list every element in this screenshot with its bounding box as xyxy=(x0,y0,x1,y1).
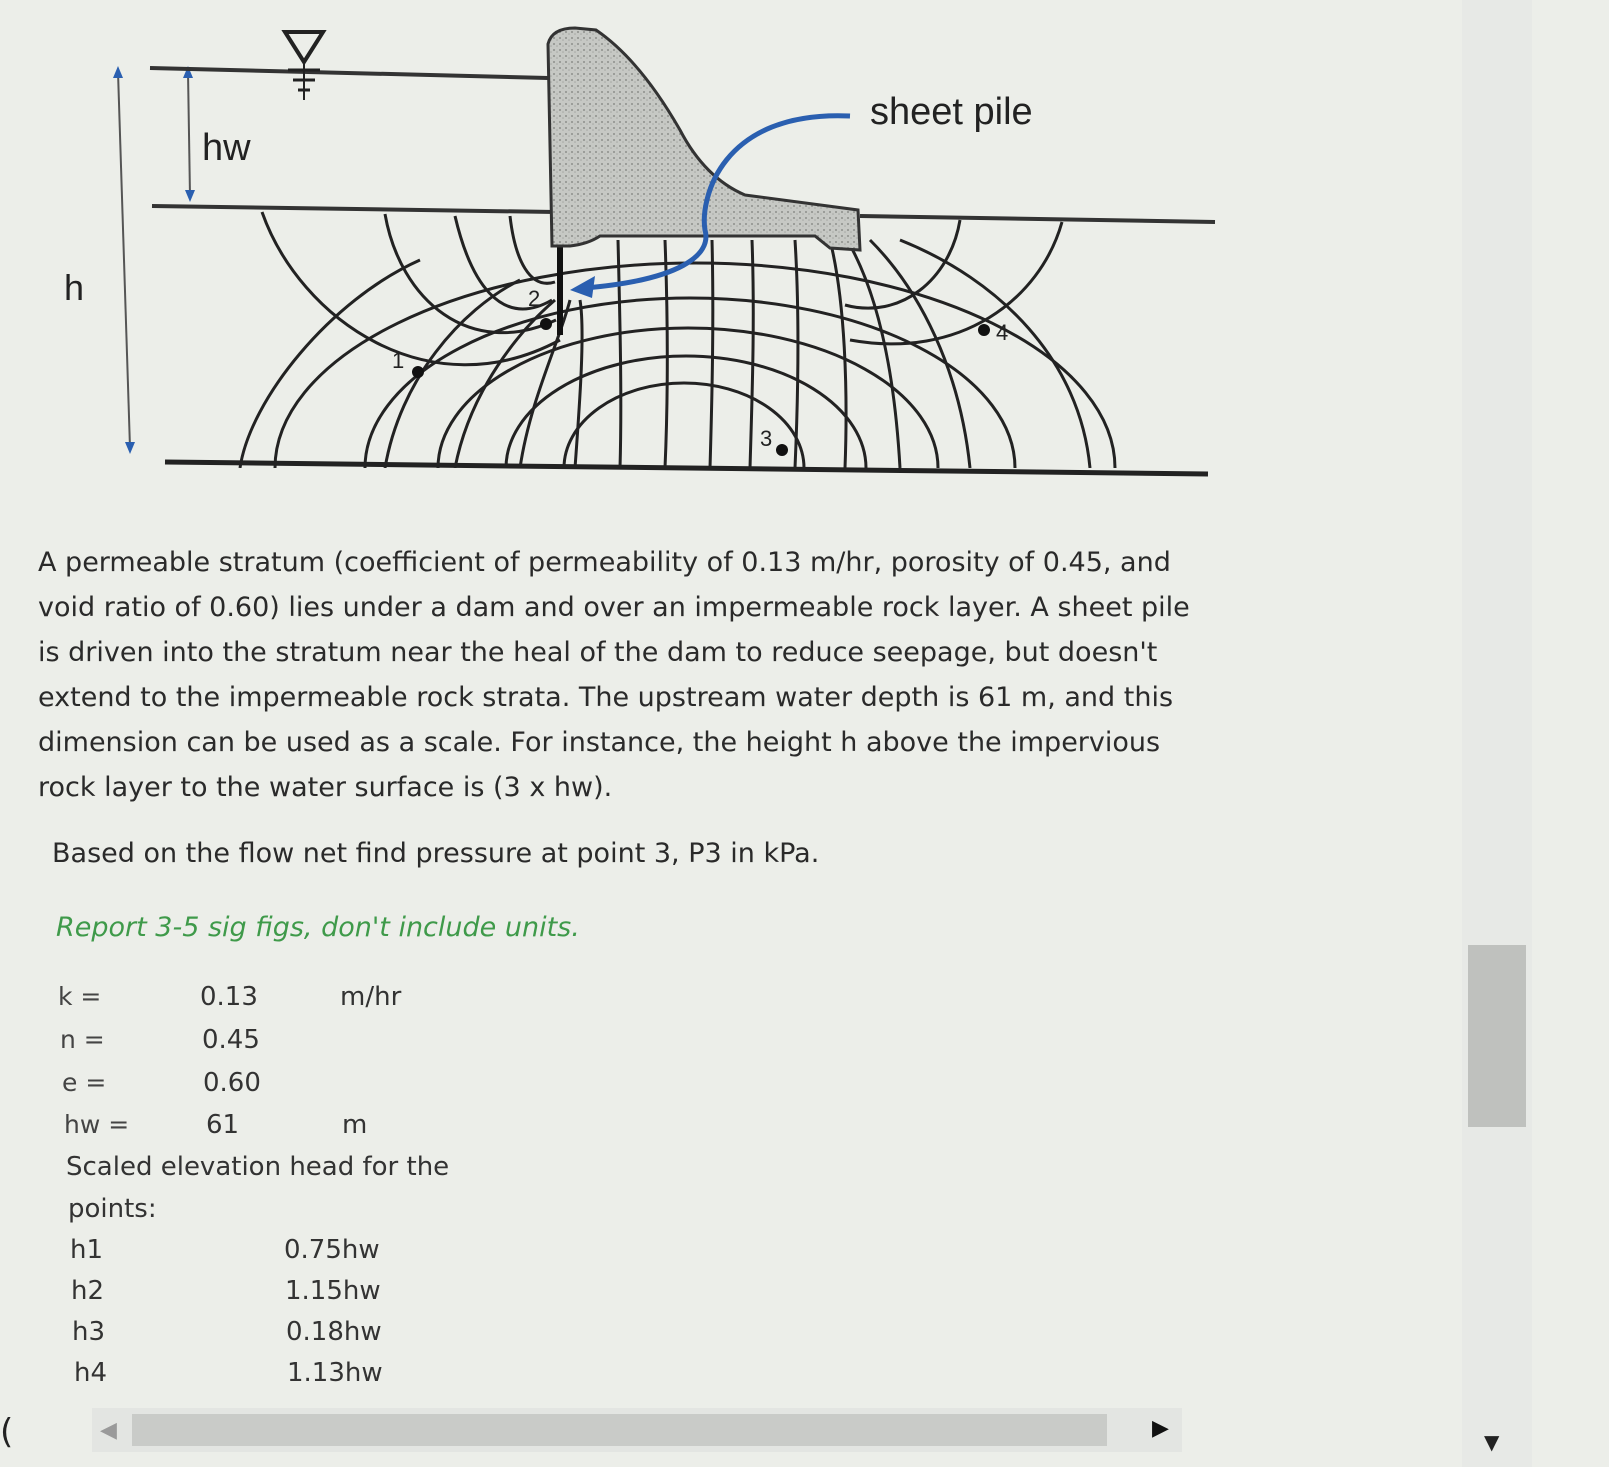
label-point-4: 4 xyxy=(996,320,1009,345)
point-h1-label: h1 xyxy=(70,1235,104,1265)
edge-bracket-icon: ( xyxy=(0,1412,14,1452)
water-level-symbol xyxy=(285,32,323,62)
water-surface-line xyxy=(150,68,548,78)
h-arrow-bottom xyxy=(125,442,135,454)
e-label: e = xyxy=(62,1068,107,1097)
label-point-1: 1 xyxy=(392,348,405,373)
point-h3-value: 0.18hw xyxy=(286,1317,382,1347)
problem-statement xyxy=(38,540,1198,810)
k-unit: m/hr xyxy=(340,982,402,1012)
point-2-marker xyxy=(540,318,552,330)
k-value: 0.13 xyxy=(200,982,258,1012)
scroll-left-arrow-icon[interactable]: ◀ xyxy=(100,1418,117,1443)
scaled-title-line2: points: xyxy=(68,1194,157,1224)
horizontal-scroll-thumb[interactable] xyxy=(132,1414,1107,1446)
point-h3-label: h3 xyxy=(72,1317,106,1347)
point-3-marker xyxy=(776,444,788,456)
ground-surface-upstream xyxy=(152,206,555,212)
e-value: 0.60 xyxy=(203,1068,261,1098)
point-1-marker xyxy=(412,366,424,378)
sheet-pile-pointer-head xyxy=(570,276,595,298)
vertical-scroll-thumb[interactable] xyxy=(1468,945,1526,1127)
point-4-marker xyxy=(978,324,990,336)
n-value: 0.45 xyxy=(202,1025,260,1055)
label-h: h xyxy=(64,267,85,308)
hw-dimension-line xyxy=(188,72,190,196)
ground-surface-downstream xyxy=(860,216,1215,222)
scaled-title-line1: Scaled elevation head for the xyxy=(66,1152,450,1182)
hw-value: 61 xyxy=(206,1110,240,1140)
horizontal-scrollbar[interactable] xyxy=(92,1408,1182,1452)
hw-arrow-bottom xyxy=(185,190,195,202)
problem-paragraph: A permeable stratum (coefficient of permeability of 0.13 m/hr, porosity of 0.45, and void ratio of 0.60) lies under a dam and over an impermeable rock layer. A sheet pile is driven into the stratum near the heal of the dam to reduce seepage, but doesn't extend to the impermeable rock strata. The upstream water depth is 61 m, and this dimension can be used as a scale. For instance, the height h above the impervious rock layer to the water surface is (3 x hw). xyxy=(38,547,1190,803)
h-arrow-top xyxy=(113,66,123,78)
scroll-right-arrow-icon[interactable]: ▶ xyxy=(1152,1416,1169,1441)
instruction-text: Report 3-5 sig figs, don't include units. xyxy=(56,912,580,943)
point-h2-value: 1.15hw xyxy=(285,1276,381,1306)
n-label: n = xyxy=(60,1025,105,1054)
point-h2-label: h2 xyxy=(71,1276,105,1306)
impermeable-rock-line xyxy=(165,462,1208,474)
point-h4-label: h4 xyxy=(74,1358,108,1388)
flow-net-diagram xyxy=(0,0,1609,520)
point-h1-value: 0.75hw xyxy=(284,1235,380,1265)
point-h4-value: 1.13hw xyxy=(287,1358,383,1388)
label-sheet-pile: sheet pile xyxy=(870,91,1033,133)
label-point-3: 3 xyxy=(760,426,773,451)
label-hw: hw xyxy=(202,127,251,169)
question-text: Based on the flow net find pressure at point 3, P3 in kPa. xyxy=(52,838,820,869)
vertical-scrollbar[interactable] xyxy=(1462,0,1532,1467)
hw-unit: m xyxy=(342,1110,368,1140)
label-point-2: 2 xyxy=(528,286,541,311)
k-label: k = xyxy=(58,982,102,1011)
hw-label: hw = xyxy=(64,1110,130,1139)
scroll-down-arrow-icon[interactable]: ▼ xyxy=(1484,1430,1500,1454)
h-dimension-line xyxy=(118,72,130,448)
